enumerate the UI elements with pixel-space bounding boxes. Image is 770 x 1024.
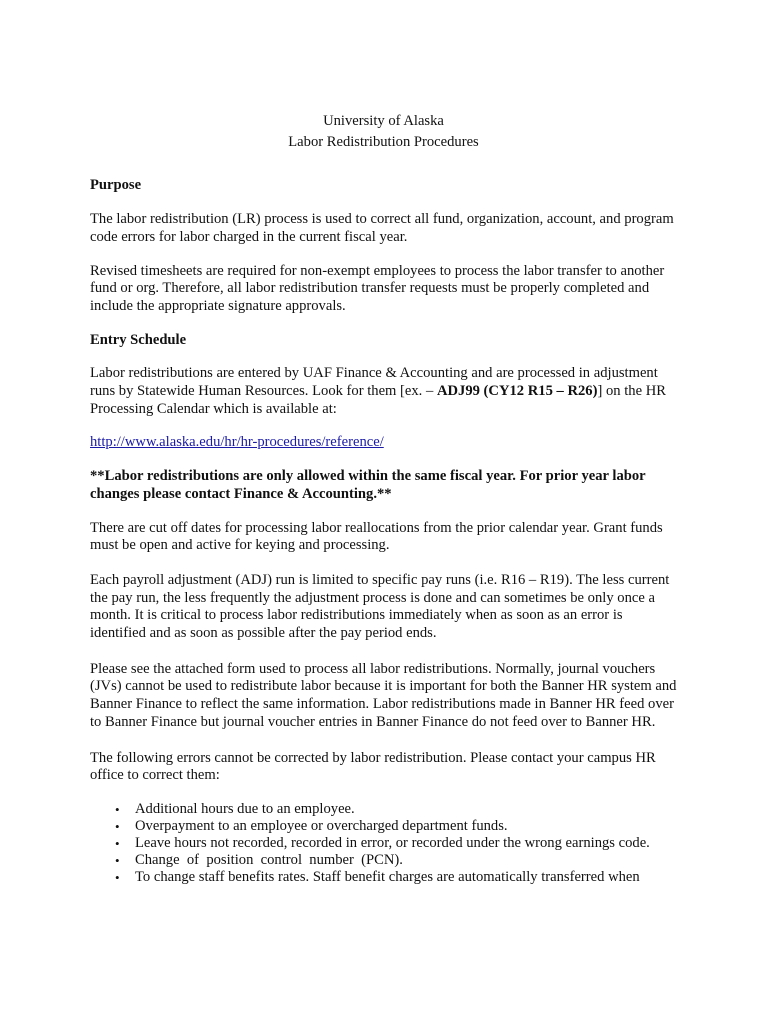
entry-schedule-paragraph-4: Please see the attached form used to process all labor redistributions. Normally, journal vouchers (JVs) cannot be used to redistribute labor because it is important for both the Banner HR system and Banner Finance to reflect the same information. Labor redistributions made in Banner HR feed over to Banner Finance but journal voucher entries in Banner Finance do not feed over to Banner HR. xyxy=(90,660,677,730)
list-item: • Change of position control number (PCN). xyxy=(115,852,403,869)
purpose-heading: Purpose xyxy=(90,177,142,194)
bullet-icon: • xyxy=(115,801,120,817)
entry-schedule-text-a: Labor redistributions are entered by UAF Finance & Accounting and are processed in adjustment runs by Statewide Human Resources. Look for them [ex. – xyxy=(90,365,658,400)
document-title-block xyxy=(87,113,680,151)
bullet-icon: • xyxy=(115,836,120,852)
document-body xyxy=(90,113,680,886)
purpose-paragraph-1: The labor redistribution (LR) process is used to correct all fund, organization, account, and program code errors for labor charged in the current fiscal year. xyxy=(90,211,674,245)
fiscal-year-notice: **Labor redistributions are only allowed within the same fiscal year. For prior year labor changes please contact Finance & Accounting.** xyxy=(90,468,646,502)
list-item: • Additional hours due to an employee. xyxy=(115,800,355,817)
bullet-icon: • xyxy=(115,819,120,835)
document-title-institution: University of Alaska xyxy=(323,113,444,129)
entry-schedule-paragraph-2: There are cut off dates for processing labor reallocations from the prior calendar year. Grant funds must be open and active for keying and processing. xyxy=(90,519,663,554)
entry-schedule-paragraph-1 xyxy=(90,365,680,418)
uncorrectable-errors-list xyxy=(90,801,680,886)
entry-schedule-text-b: ] on the HR Processing Calendar which is available at: xyxy=(90,383,666,417)
hr-calendar-link-line xyxy=(90,434,680,452)
list-item: • To change staff benefits rates. Staff benefit charges are automatically transferred when xyxy=(115,869,640,886)
entry-schedule-paragraph-5: The following errors cannot be corrected by labor redistribution. Please contact your campus HR office to correct them: xyxy=(90,749,656,784)
list-item: • Overpayment to an employee or overcharged department funds. xyxy=(115,818,508,835)
bullet-icon: • xyxy=(115,853,120,869)
list-item: • Leave hours not recorded, recorded in error, or recorded under the wrong earnings code. xyxy=(115,835,650,852)
purpose-paragraph-2: Revised timesheets are required for non-exempt employees to process the labor transfer to another fund or org. Therefore, all labor redistribution transfer requests must be properly completed and include the appropriate signature approvals. xyxy=(90,262,665,314)
bullet-icon: • xyxy=(115,870,120,886)
entry-schedule-heading: Entry Schedule xyxy=(90,331,187,348)
entry-schedule-paragraph-3: Each payroll adjustment (ADJ) run is limited to specific pay runs (i.e. R16 – R19). The less current the pay run, the less frequently the adjustment process is done and can sometimes be only once a month. It is critical to process labor redistributions immediately when as soon as an error is identified and as soon as possible after the pay period ends. xyxy=(90,571,670,642)
document-title-subject: Labor Redistribution Procedures xyxy=(288,133,479,150)
adjustment-run-example: ADJ99 (CY12 R15 – R26) xyxy=(436,383,598,400)
hr-calendar-link[interactable]: http://www.alaska.edu/hr/hr-procedures/reference/ xyxy=(90,434,384,451)
